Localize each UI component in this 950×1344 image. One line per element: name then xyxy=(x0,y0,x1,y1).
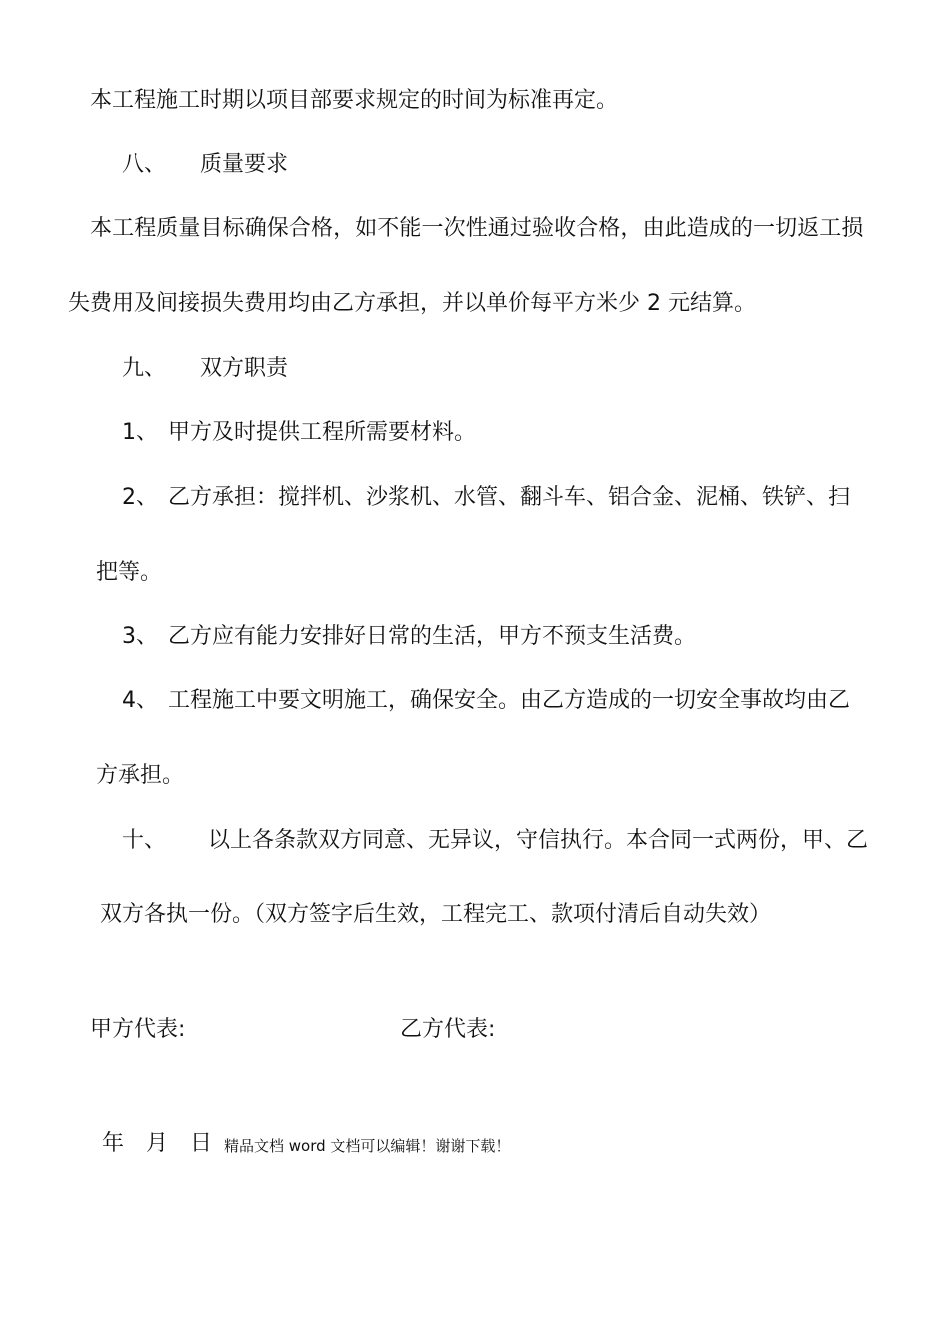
section-number: 十、 xyxy=(122,828,167,853)
list-item-continuation: 把等。 xyxy=(96,560,163,585)
list-item-text: 甲方及时提供工程所需要材料。 xyxy=(168,420,477,445)
party-a-signature-label: 甲方代表: xyxy=(90,1017,186,1042)
list-item-text: 乙方应有能力安排好日常的生活，甲方不预支生活费。 xyxy=(168,624,697,649)
paragraph-line: 本工程施工时期以项目部要求规定的时间为标准再定。 xyxy=(90,88,619,113)
paragraph-line: 本工程质量目标确保合格，如不能一次性通过验收合格，由此造成的一切返工损 xyxy=(90,216,864,241)
section-text: 以上各条款双方同意、无异议，守信执行。本合同一式两份，甲、乙 xyxy=(208,828,869,853)
list-item-number: 2、 xyxy=(122,485,158,510)
list-item-continuation: 方承担。 xyxy=(96,763,185,788)
list-item-number: 4、 xyxy=(122,688,158,713)
date-line: 年 月 日 xyxy=(102,1131,213,1156)
list-item-text: 工程施工中要文明施工，确保安全。由乙方造成的一切安全事故均由乙 xyxy=(168,688,851,713)
section-continuation: 双方各执一份。（双方签字后生效，工程完工、款项付清后自动失效） xyxy=(100,902,772,927)
list-item-text: 乙方承担：搅拌机、沙浆机、水管、翻斗车、铝合金、泥桶、铁铲、扫 xyxy=(168,485,851,510)
section-number: 八、 xyxy=(122,152,167,177)
section-title: 质量要求 xyxy=(200,152,289,177)
footer-note: 精品文档 word 文档可以编辑！谢谢下载！ xyxy=(224,1137,511,1155)
list-item-number: 3、 xyxy=(122,624,158,649)
section-number: 九、 xyxy=(122,356,167,381)
section-title: 双方职责 xyxy=(200,356,289,381)
party-b-signature-label: 乙方代表: xyxy=(400,1017,496,1042)
list-item-number: 1、 xyxy=(122,420,158,445)
paragraph-line: 失费用及间接损失费用均由乙方承担，并以单价每平方米少 2 元结算。 xyxy=(68,291,756,316)
